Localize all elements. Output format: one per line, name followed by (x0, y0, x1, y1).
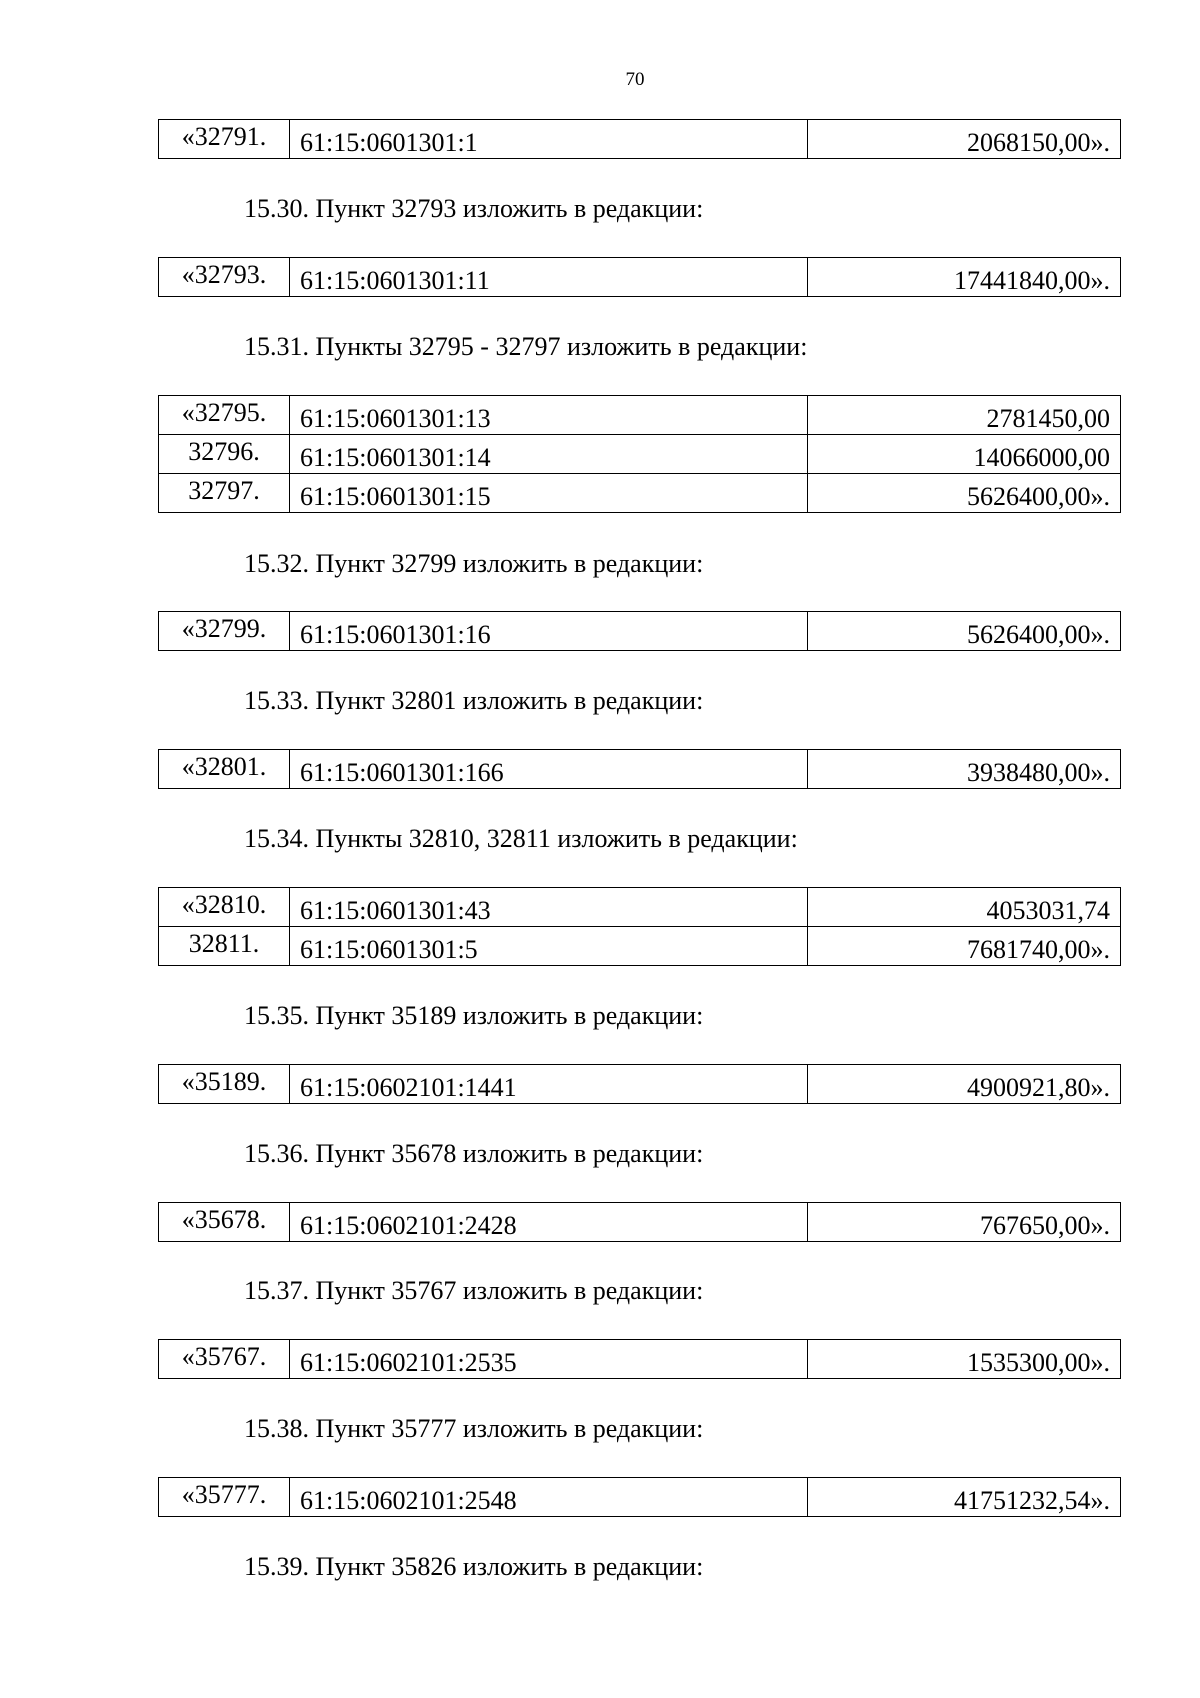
value-cell: 2068150,00». (808, 120, 1121, 159)
item-number-cell: «32801. (159, 750, 290, 789)
instruction-15-35: 15.35. Пункт 35189 изложить в редакции: (244, 1001, 704, 1030)
table-row (159, 888, 1121, 927)
table-item-32801 (158, 749, 1121, 789)
table-item-32791 (158, 119, 1121, 159)
value-cell: 1535300,00». (808, 1340, 1121, 1379)
value-cell: 7681740,00». (808, 927, 1121, 966)
table-item-35777 (158, 1477, 1121, 1517)
table-row (159, 1065, 1121, 1104)
cadastral-number-cell: 61:15:0601301:43 (290, 888, 808, 927)
item-number-cell: 32811. (159, 927, 290, 966)
cadastral-number-cell: 61:15:0601301:5 (290, 927, 808, 966)
value-cell: 5626400,00». (808, 612, 1121, 651)
table-item-35678 (158, 1202, 1121, 1242)
item-number-cell: «35678. (159, 1203, 290, 1242)
table-row (159, 435, 1121, 474)
page-number: 70 (625, 69, 645, 90)
instruction-15-34: 15.34. Пункты 32810, 32811 изложить в редакции: (244, 824, 798, 853)
item-number-cell: «32793. (159, 258, 290, 297)
cadastral-number-cell: 61:15:0601301:11 (290, 258, 808, 297)
cadastral-number-cell: 61:15:0601301:16 (290, 612, 808, 651)
item-number-cell: 32797. (159, 474, 290, 513)
table-item-32793 (158, 257, 1121, 297)
table-row (159, 396, 1121, 435)
table-items-32795-32797 (158, 395, 1121, 513)
table-row (159, 474, 1121, 513)
value-cell: 4900921,80». (808, 1065, 1121, 1104)
instruction-15-39: 15.39. Пункт 35826 изложить в редакции: (244, 1552, 704, 1581)
item-number-cell: «32799. (159, 612, 290, 651)
table-item-35767 (158, 1339, 1121, 1379)
cadastral-number-cell: 61:15:0602101:2548 (290, 1478, 808, 1517)
table-row (159, 750, 1121, 789)
instruction-15-31: 15.31. Пункты 32795 - 32797 изложить в редакции: (244, 332, 808, 361)
cadastral-number-cell: 61:15:0601301:15 (290, 474, 808, 513)
value-cell: 2781450,00 (808, 396, 1121, 435)
cadastral-number-cell: 61:15:0601301:14 (290, 435, 808, 474)
cadastral-number-cell: 61:15:0602101:1441 (290, 1065, 808, 1104)
item-number-cell: «32791. (159, 120, 290, 159)
value-cell: 41751232,54». (808, 1478, 1121, 1517)
cadastral-number-cell: 61:15:0602101:2428 (290, 1203, 808, 1242)
instruction-15-37: 15.37. Пункт 35767 изложить в редакции: (244, 1276, 704, 1305)
table-items-32810-32811 (158, 887, 1121, 966)
value-cell: 4053031,74 (808, 888, 1121, 927)
value-cell: 3938480,00». (808, 750, 1121, 789)
table-row (159, 120, 1121, 159)
table-row (159, 258, 1121, 297)
instruction-15-32: 15.32. Пункт 32799 изложить в редакции: (244, 549, 704, 578)
table-row (159, 1203, 1121, 1242)
table-item-32799 (158, 611, 1121, 651)
table-row (159, 1478, 1121, 1517)
item-number-cell: «35767. (159, 1340, 290, 1379)
cadastral-number-cell: 61:15:0601301:13 (290, 396, 808, 435)
value-cell: 767650,00». (808, 1203, 1121, 1242)
instruction-15-38: 15.38. Пункт 35777 изложить в редакции: (244, 1414, 704, 1443)
table-item-35189 (158, 1064, 1121, 1104)
item-number-cell: «32795. (159, 396, 290, 435)
item-number-cell: «35777. (159, 1478, 290, 1517)
table-row (159, 612, 1121, 651)
value-cell: 5626400,00». (808, 474, 1121, 513)
item-number-cell: «35189. (159, 1065, 290, 1104)
cadastral-number-cell: 61:15:0601301:166 (290, 750, 808, 789)
table-row (159, 1340, 1121, 1379)
cadastral-number-cell: 61:15:0602101:2535 (290, 1340, 808, 1379)
value-cell: 17441840,00». (808, 258, 1121, 297)
cadastral-number-cell: 61:15:0601301:1 (290, 120, 808, 159)
instruction-15-33: 15.33. Пункт 32801 изложить в редакции: (244, 686, 704, 715)
item-number-cell: «32810. (159, 888, 290, 927)
value-cell: 14066000,00 (808, 435, 1121, 474)
item-number-cell: 32796. (159, 435, 290, 474)
instruction-15-36: 15.36. Пункт 35678 изложить в редакции: (244, 1139, 704, 1168)
instruction-15-30: 15.30. Пункт 32793 изложить в редакции: (244, 194, 704, 223)
table-row (159, 927, 1121, 966)
